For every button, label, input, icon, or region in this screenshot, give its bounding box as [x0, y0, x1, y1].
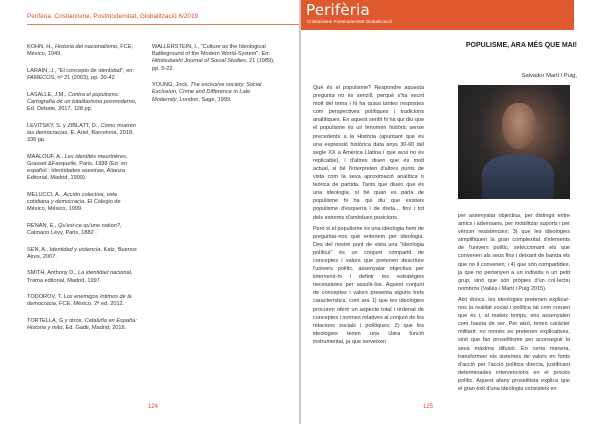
article-body-column-2	[458, 212, 570, 396]
reference-title: La identidad nacional	[77, 270, 131, 277]
reference-authors: TORTELLA, G y otros,	[27, 317, 85, 324]
reference-authors: TODOROV, T.	[27, 294, 64, 301]
running-header: Perifèria. Cristianisme, Postmodernitat, Globalització 6/2019	[27, 13, 199, 20]
reference-authors: WALLERSTEIN, I., "Culture as the Ideological Battleground of the Modern World-System". En:	[152, 44, 270, 58]
reference-details: , E. Ariel, Barcelona, 2018, 336 pp.	[27, 129, 134, 143]
brand-logo-title: Perifèria	[306, 1, 370, 19]
brand-logo-subtitle: Cristianisme Postmodernitat Globalització	[307, 19, 393, 24]
reference-title: Acción colectiva, vida cotidiana y democracia	[27, 191, 117, 205]
reference-details: , London, Sage, 1999.	[176, 96, 232, 103]
reference-details: . El Colegio de México, México, 1999.	[27, 199, 121, 213]
reference-title: FAMECOS	[27, 75, 55, 81]
page-number: 124	[148, 404, 159, 410]
reference-title: Cataluña en España: Historia y mito	[27, 317, 137, 332]
article-author: Salvador Martí i Puig,	[521, 73, 577, 79]
reference-title: Historia del nacionalismo	[54, 44, 118, 50]
body-paragraph: per assenyalar objectius, per distingir entre amics i adversaris, per mobilitzar suports i per vèncer resistències; 3) que les ideologies simplifiquen la gran complexitat d'elements de l'univers polític, seleccionant els que convenen als seus fins i deixant de banda els que no li convenen; i 4) que són compartides, ja que no pertanyen a un individu o un petit grup, sinó que són pròpies d'un col·lectiu nombrós (Vallès i Martí i Puig 2015).	[458, 213, 570, 292]
reference-title: Los enemigos íntimos de la democracia	[27, 294, 132, 308]
reference-details: , Grasset &Fasquelle, Paris, 1998 (Ed. en español : Identidades asesinas, Alianza Editorial, Madrid, 1999).	[27, 153, 128, 182]
reference-entry	[27, 192, 139, 214]
brand-banner	[301, 0, 574, 30]
reference-authors: MELUCCI, A.,	[27, 191, 64, 198]
reference-authors: SEN, A.,	[27, 246, 50, 253]
reference-details: , FCE, México, 2ª ed. 2012.	[55, 301, 125, 308]
reference-details: , Ed. Gadir, Madrid, 2016.	[62, 325, 127, 332]
reference-authors: KOHN, H.,	[27, 44, 55, 50]
reference-entry	[27, 123, 139, 145]
reference-authors: LASALLE, J.M.,	[27, 91, 69, 98]
right-page	[301, 0, 600, 424]
reference-entry	[27, 294, 139, 308]
reference-entry	[27, 223, 139, 237]
left-page	[0, 0, 299, 424]
author-photo	[458, 85, 570, 199]
reference-authors: YOUNG, Jock,	[152, 82, 191, 89]
reference-details: , Katz, Buenos Aires, 2007.	[27, 246, 137, 260]
reference-authors: SMITH, Anthony D.,	[27, 270, 78, 277]
reference-title: Les identités meurtrières	[64, 153, 126, 160]
reference-entry	[27, 318, 139, 332]
reference-title: Contra el populismo. Cartografía de un totalitarismo posmoderno	[27, 91, 135, 105]
page-number: 125	[423, 404, 434, 410]
reference-title: Hitotsubashi Journal of Social Studies	[152, 58, 246, 65]
references-column-right	[152, 44, 277, 113]
reference-authors: MAALOUF, A.,	[27, 153, 65, 160]
reference-details: , Trama editorial, Madrid, 1997.	[27, 270, 133, 284]
reference-entry	[27, 247, 139, 261]
reference-title: Cómo mueren las democracias	[27, 122, 136, 136]
reference-details: , 21 (1989), pp. 5-22.	[152, 58, 275, 72]
reference-details: , FCE, México, 1949.	[27, 44, 134, 58]
body-paragraph: Però si el populisme és una ideologia hem de preguntar-nos què entenem per ideologia. Des del nostre punt de vista una "ideologia política" és un conjunt compartit de conceptes i valors que pretenen descriure l'univers polític, assenyalar objectius per intervenir-hi i definir les estratègies necessàries per assolir-los. Aquest conjunt de conceptes i valors presenta alguns trets característics, com ara 1) que les ideologies procuren oferir un aspecte total i ordenat de conceptes i normes relatives al conjunt de les relacions socials i polítiques; 2) que les ideologies tenen una clara funció instrumental, ja que serveixen	[313, 225, 424, 345]
reference-entry	[27, 68, 139, 82]
reference-entry	[27, 154, 139, 183]
reference-title: Identidad y violencia	[49, 246, 101, 253]
photo-face	[502, 103, 536, 149]
references-column-left	[27, 44, 139, 342]
photo-shirt	[482, 155, 554, 199]
reference-details: , Ed. Debate, 2017, 128 pp.	[27, 98, 137, 112]
reference-entry	[27, 270, 139, 284]
body-paragraph: Així doncs, les ideologies pretenen explicar-nos la realitat social i política tal com creuen que és i, al mateix temps, ens assenyalen com hauria de ser. Per això, tenen caràcter militant: no només es pretenen explicatives, sinó que fan proselitisme per aconseguir la seva màxima difusió. En certa manera, transformen els sistemes de valors en fonts d'acció per l'acció política directa, justificant determinades intervencions en el procés polític. Aquest afany proselitista explica que el gran èxit d'una ideologia consisteix en	[458, 296, 570, 392]
article-title: POPULISME, ARA MÉS QUE MAI!	[465, 42, 577, 49]
reference-entry	[27, 92, 139, 114]
reference-title: Qu'est-ce qu'une nation?	[58, 222, 120, 229]
reference-authors: RENAN, E.,	[27, 222, 59, 229]
reference-entry	[27, 44, 139, 58]
reference-authors: LEVITSKY, S. y ZIBLATT, D.,	[27, 122, 101, 129]
reference-entry	[152, 82, 277, 104]
header-rule	[27, 24, 299, 25]
reference-details: , nº 21 (2003), pp. 30-42	[54, 75, 115, 81]
reference-details: , Calmann Lévy, Paris, 1882 .	[27, 222, 122, 236]
body-paragraph: Què és el populisme? Respondre aquesta pregunta no és senzill, perquè s'ha escrit molt del tema i hi ha quasi tantes respostes com perspectives polítiques i tradicions analítiques. En aquest sentit hi ha qui diu que el populisme és un fenomen històric sense precedents a la Història (apuntant que és una expressió històrica data anys 30-60 del segle XX a Amèrica Llatina i que avui no és replicable), i d'altres diuen que és molt actual, si bé l'interpreten d'altres punts de vista com la seva aproximació analítica o teòrica de partida. Tants que diuen que és una ideologia, sí bé quan es parla de populisme hi ha qui diu que existeix populisme d'esquerra i de dreta... fins i tot dels extrems d'ambdues posicions.	[313, 85, 424, 221]
reference-authors: LARAIN, J., "El concepto de identidad", en:	[27, 67, 134, 74]
reference-title: The exclusive society. Social Exclusion, Crime and Difference in Late Modernity	[152, 82, 262, 103]
article-body-column-1	[313, 84, 424, 349]
reference-entry	[152, 44, 277, 73]
